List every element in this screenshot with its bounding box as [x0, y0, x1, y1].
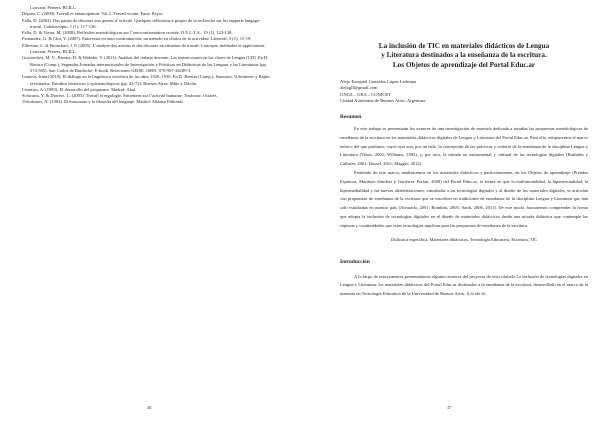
author-affiliation: UNGS – UBA – CONICET [340, 91, 392, 97]
reference-entry: Falla, D. (2003). Des paires de discours aux genres d’activité. Quelques réflexions à propos de la recherche sur les rapports langage-travail. Calidoscópio, 1 (1), 117-136. [22, 17, 261, 29]
keywords: Didáctica específica, Materiales didácticos, Tecnología Educativa, Escritura, TIC [390, 236, 538, 242]
abstract-heading: Resumen [340, 114, 362, 121]
page-number-right: 47 [447, 405, 452, 410]
reference-entry: Filliettaz, L. & Bronckart, J. P. (2005). L’analyse des actions et des discours en situation de travail: Concepts, méthodes et applications. Louvain: Peeters, BCILL. [22, 42, 266, 55]
author-email[interactable]: alejogll@gmail.com [340, 85, 378, 91]
title-line: Los Objetos de aprendizaje del Portal Educ.ar [392, 60, 536, 69]
right-page [300, 0, 600, 424]
reference-entry: Ivanova, Irina (2010). El diálogo en la lingüística soviética de los años 1920–1930. En D. Riestra (Comp.), Saussure, Voloshinov y Bajtín revisitados. Estudios históricos y epistemológicos (pp. 43-72). Buenos Aires: Miño y Dávila. [22, 74, 270, 86]
reference-entry: Fernandez, G. & Clot, Y. (2007). Entrevista en auto-confrontación: un método en clínica de la actividad. Laboreal, 3 (1), 15-19. [22, 36, 252, 42]
reference-entry: Goicoechea, M. V., Riestra, D. & Wabeke, V. (2011). Análisis del trabajo docente: Las interacciones en las clases de Lengua [CD]. En D. Riestra (Comp.), Segundas Jornadas internacionales de Investigación y Prácticas en Didácticas de las Lenguas y las Literaturas (pp. 574-585). San Carlos de Bariloche: E-book. Relaciones GEISE. ISBN: 978-987-26189-3. [22, 55, 269, 73]
reference-entry: Falla, D. & Vieira, M. (2008). Reflexões metodológicas sur l’autoconfrontation croisée. D.E.L.T.A., 19 (1), 123-138. [22, 30, 233, 36]
reference-entry: Dejean, C. (2009). Travail et emancipation: Vol.2. Travail vivant. Paris: Payot. [22, 11, 164, 17]
reference-entry: Leontiev, A. (1983). El desarrollo del psiquismo. Madrid: Akal. [22, 86, 137, 92]
author-city: Ciudad Autónoma de Buenos Aires, Argentina [340, 97, 426, 103]
reference-entry: Schwartz, Y. & Durrive, L. (2003). Travail et ergologie. Entretiens sur l’activité humaine. Toulouse: Octarès. [22, 93, 218, 99]
author-block [340, 79, 588, 104]
reference-entry: Voloshinov, N. (1992). El marxismo y la filosofía del lenguaje. Madrid: Alianza Editorial. [22, 99, 184, 105]
author-name: Alejo Ezequiel González López Ledesma [340, 79, 417, 85]
article-title [340, 42, 588, 70]
title-line: y Literatura destinados a la enseñanza de la escritura. [381, 51, 547, 60]
abstract-paragraph: Partiendo de este marco, analizaremos en los materiales didácticos y particularmente, en los Objetos de aprendizaje (Prendes Espinosa, Martínez Sánchez y Gutiérrez Porlán, 2008) del Portal Educ.ar, la forma en que la multimodalidad, la hipertextualidad, la hipermedialidad y las nuevas alfabetizaciones, vinculadas a las tecnologías digitales y al diseño de los materiales digitales, se articulan con propuestas de enseñanza de la escritura que se inscriben en tradiciones de enseñanza de la disciplina Lengua y Literatura que han sido estudiadas en nuestro país (Alvarado, 2001; Bombini, 2005; Sardi, 2006, 2011). De este modo, buscaremos comprender la forma que adopta la inclusión de tecnologías digitales en el diseño de materiales didácticos desde una mirada didáctica que contemple las rupturas y continuidades que estas tecnologías implican para las propuestas de enseñanza de la escritura. [340, 170, 588, 228]
reference-list [22, 5, 270, 106]
page-number-left: 48 [147, 405, 152, 410]
intro-heading: Introducción [340, 258, 370, 265]
title-line: La inclusión de TIC en materiales didácticos de Lengua [378, 42, 550, 50]
article [340, 42, 588, 298]
reference-entry: Louvain: Peeters, BCILL. [30, 5, 77, 10]
intro-paragraph: A lo largo de esta ponencia presentaremos algunos avances del proyecto de tesis titulado La inclusión de tecnologías digitales en Lengua y Literatura: los materiales didácticos del Portal Educ.ar destinados a la enseñanza de la escritura, desarrollado en el marco de la maestría en Tecnología Educativa de la Universidad de Buenos Aires. A lo ele fe- [340, 273, 588, 296]
abstract-paragraph: En este trabajo se presentarán los avances de una investigación de maestría dedicada a estudiar las propuestas metodológicas de enseñanza de la escritura en los materiales didácticos digitales de Lengua y Literatura del Portal Educ.ar. Para ello, adoptaremos el marco teórico del que partimos, cuyos ejes son, por un lado, la concepción de las prácticas y cultural de la enseñanza de la disciplina Lengua y Literatura (Viñao, 2002; Williams, 1982), y, por otro, la mirada no instrumental y cultural de las tecnologías digitales (Burbules y Callister, 2001; Dussel, 2011; Maggio, 2012). [340, 126, 588, 167]
